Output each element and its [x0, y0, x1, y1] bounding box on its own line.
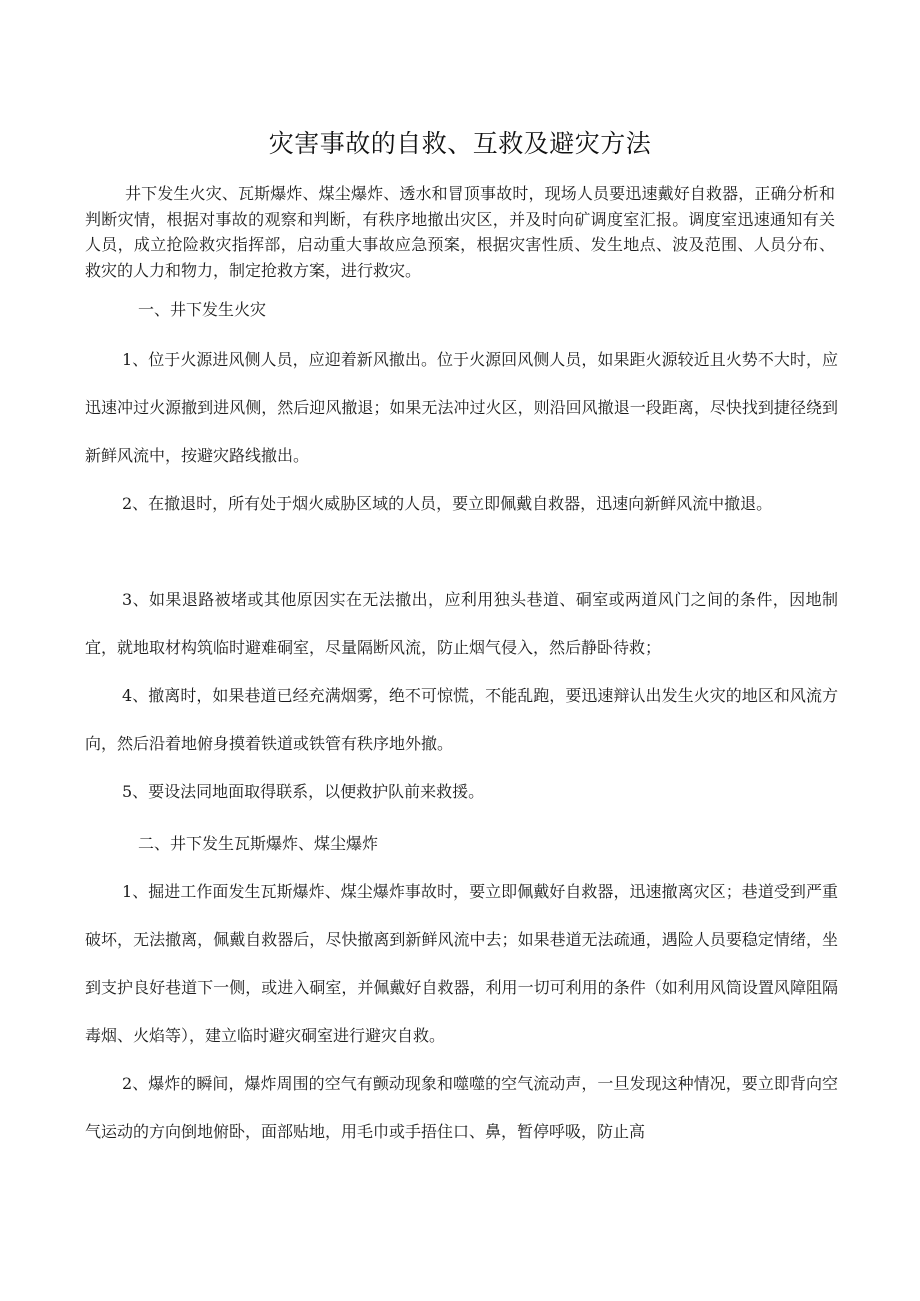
fire-paragraph-5: 5、要设法同地面取得联系，以便救护队前来救援。 [122, 782, 485, 801]
section-heading-fire: 一、井下发生火灾 [138, 300, 267, 319]
explosion-paragraph-2: 2、爆炸的瞬间，爆炸周围的空气有颤动现象和噬噬的空气流动声，一旦发现这种情况，要立即背向空气运动的方向倒地俯卧，面部贴地，用毛巾或手捂住口、鼻，暂停呼吸，防止高 [85, 1074, 838, 1141]
fire-paragraph-2: 2、在撤退时，所有处于烟火威胁区域的人员，要立即佩戴自救器，迅速向新鲜风流中撤退。 [122, 494, 773, 513]
section-heading-explosion: 二、井下发生瓦斯爆炸、煤尘爆炸 [138, 834, 379, 853]
fire-paragraph-1: 1、位于火源进风侧人员，应迎着新风撤出。位于火源回风侧人员，如果距火源较近且火势不大时，应迅速冲过火源撤到进风侧，然后迎风撤退；如果无法冲过火区，则沿回风撤退一段距离，尽快找到捷径绕到新鲜风流中，按避灾路线撤出。 [85, 350, 838, 465]
explosion-paragraph-1: 1、掘进工作面发生瓦斯爆炸、煤尘爆炸事故时，要立即佩戴好自救器，迅速撤离灾区；巷道受到严重破坏，无法撤离，佩戴自救器后，尽快撤离到新鲜风流中去；如果巷道无法疏通，遇险人员要稳定情绪，坐到支护良好巷道下一侧，或进入硐室，并佩戴好自救器，利用一切可利用的条件（如利用风筒设置风障阻隔毒烟、火焰等），建立临时避灾硐室进行避灾自救。 [85, 882, 838, 1045]
fire-paragraph-4: 4、撤离时，如果巷道已经充满烟雾，绝不可惊慌，不能乱跑，要迅速辩认出发生火灾的地区和风流方向，然后沿着地俯身摸着铁道或铁管有秩序地外撤。 [85, 686, 838, 753]
document-title: 灾害事故的自救、互救及避灾方法 [268, 129, 652, 158]
fire-paragraph-3: 3、如果退路被堵或其他原因实在无法撤出，应利用独头巷道、硐室或两道风门之间的条件，因地制宜，就地取材构筑临时避难硐室，尽量隔断风流，防止烟气侵入，然后静卧待救； [85, 590, 838, 657]
intro-paragraph: 井下发生火灾、瓦斯爆炸、煤尘爆炸、透水和冒顶事故时，现场人员要迅速戴好自救器，正确分析和判断灾情，根据对事故的观察和判断，有秩序地撤出灾区，并及时向矿调度室汇报。调度室迅速通知有关人员，成立抢险救灾指挥部，启动重大事故应急预案，根据灾害性质、发生地点、波及范围、人员分布、救灾的人力和物力，制定抢救方案，进行救灾。 [85, 184, 835, 280]
